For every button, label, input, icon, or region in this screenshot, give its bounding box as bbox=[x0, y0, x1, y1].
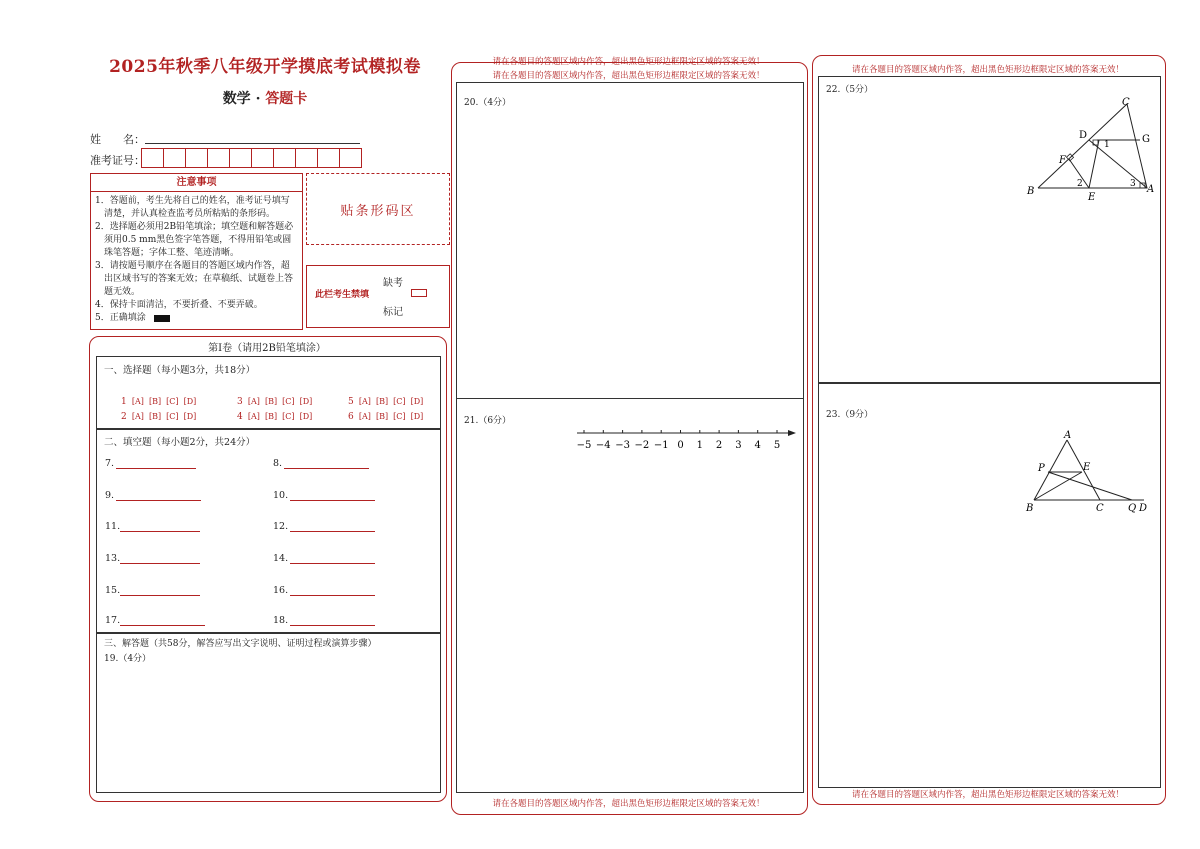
figure-23 bbox=[1024, 428, 1159, 518]
fill-number: 10. bbox=[273, 490, 289, 501]
id-digit-box[interactable] bbox=[208, 148, 230, 168]
notice-item-4: 4．保持卡面清洁，不要折叠、不要弄破。 bbox=[95, 300, 263, 310]
barcode-area bbox=[306, 173, 450, 245]
fill-answer-line[interactable] bbox=[116, 490, 201, 501]
warning-top: 请在各题目的答题区域内作答，超出黑色矩形边框限定区域的答案无效！ bbox=[492, 71, 765, 81]
triangle-abc bbox=[1038, 104, 1147, 188]
question-21-label: 21.（6分） bbox=[464, 416, 512, 426]
label-d: D bbox=[1139, 503, 1148, 514]
label-p: P bbox=[1038, 463, 1045, 474]
absent-restricted-label: 此栏考生禁填 bbox=[315, 290, 370, 300]
mc-number: 1 bbox=[121, 397, 127, 407]
fill-answer-line[interactable] bbox=[120, 615, 205, 626]
label-a: A bbox=[1064, 430, 1072, 441]
label-c: C bbox=[1096, 503, 1104, 514]
label-e: E bbox=[1083, 462, 1091, 473]
subject-line bbox=[90, 88, 440, 108]
fill-number: 14. bbox=[273, 553, 289, 564]
fill-answer-line[interactable] bbox=[284, 458, 369, 469]
fill-answer-line[interactable] bbox=[290, 490, 375, 501]
notice-title: 注意事项 bbox=[91, 174, 302, 192]
question-23-label: 23.（9分） bbox=[826, 410, 874, 420]
exam-id-label: 准考证号： bbox=[90, 154, 145, 167]
name-label: 姓 名： bbox=[90, 133, 145, 146]
fill-number: 18. bbox=[273, 615, 289, 626]
id-digit-box[interactable] bbox=[252, 148, 274, 168]
fill-number: 11. bbox=[105, 521, 121, 532]
absent-bubble[interactable] bbox=[411, 289, 427, 297]
notice-item-5-text: 5．正确填涂 bbox=[95, 313, 146, 323]
label-b: B bbox=[1026, 503, 1034, 514]
notice-item-1: 1．答题前，考生先将自己的姓名，准考证号填写清楚，并认真检查监考员所粘贴的条形码。 bbox=[95, 196, 290, 219]
fill-title: 二、填空题（每小题2分，共24分） bbox=[104, 437, 256, 448]
notice-item-2: 2．选择题必须用2B铅笔填涂；填空题和解答题必须用0.5 mm黑色签字笔答题，不得用铅笔或圆珠笔答题；字体工整、笔迹清晰。 bbox=[95, 222, 294, 258]
mc-title: 一、选择题（每小题3分，共18分） bbox=[104, 365, 256, 376]
option-b[interactable]: [B] bbox=[148, 397, 162, 406]
fill-answer-line[interactable] bbox=[120, 521, 200, 532]
label-f: F bbox=[1059, 155, 1066, 166]
mc-number: 4 bbox=[237, 412, 243, 422]
question-22-label: 22.（5分） bbox=[826, 85, 874, 95]
number-line-label: −3 bbox=[615, 440, 630, 451]
id-digit-box[interactable] bbox=[141, 148, 164, 168]
number-line-label: 2 bbox=[715, 440, 723, 451]
id-digit-box[interactable] bbox=[164, 148, 186, 168]
option-c[interactable]: [C] bbox=[393, 397, 406, 406]
question-22-area[interactable] bbox=[818, 76, 1161, 384]
fill-number: 17. bbox=[105, 615, 121, 626]
id-digit-box[interactable] bbox=[230, 148, 252, 168]
notice-item-5 bbox=[95, 312, 298, 325]
option-d[interactable]: [D] bbox=[183, 412, 197, 421]
label-e: E bbox=[1088, 192, 1096, 203]
option-d[interactable]: [D] bbox=[299, 412, 313, 421]
mc-number: 3 bbox=[237, 397, 243, 407]
warning-bottom-right: 请在各题目的答题区域内作答，超出黑色矩形边框限定区域的答案无效！ bbox=[851, 790, 1124, 800]
fill-answer-line[interactable] bbox=[290, 553, 375, 564]
fill-answer-line[interactable] bbox=[116, 458, 196, 469]
solve-block[interactable] bbox=[96, 632, 441, 793]
fill-answer-line[interactable] bbox=[120, 553, 200, 564]
option-a[interactable]: [A] bbox=[131, 397, 144, 406]
warning-top-outer: 请在各题目的答题区域内作答，超出黑色矩形边框限定区域的答案无效！ bbox=[492, 57, 765, 67]
option-a[interactable]: [A] bbox=[358, 397, 371, 406]
option-c[interactable]: [C] bbox=[282, 412, 295, 421]
fill-number: 9. bbox=[105, 490, 115, 501]
absent-label-top: 缺考 bbox=[383, 278, 403, 289]
filled-bubble-sample bbox=[154, 315, 170, 322]
option-b[interactable]: [B] bbox=[148, 412, 162, 421]
option-c[interactable]: [C] bbox=[166, 412, 179, 421]
id-digit-box[interactable] bbox=[296, 148, 318, 168]
fill-number: 16. bbox=[273, 585, 289, 596]
label-c: C bbox=[1122, 97, 1130, 108]
label-a: A bbox=[1147, 184, 1155, 195]
option-b[interactable]: [B] bbox=[375, 412, 389, 421]
number-line-label: 3 bbox=[735, 440, 742, 451]
question-21-area[interactable] bbox=[456, 398, 804, 793]
section-one-title: 第Ⅰ卷（请用2B铅笔填涂） bbox=[208, 343, 326, 354]
fill-answer-line[interactable] bbox=[290, 615, 375, 626]
segment-pq bbox=[1048, 472, 1132, 500]
mc-number: 2 bbox=[121, 412, 127, 422]
notice-item-3: 3．请按题号顺序在各题目的答题区域内作答，超出区域书写的答案无效；在草稿纸、试题卷上答题无效。 bbox=[95, 261, 294, 297]
label-q: Q bbox=[1128, 503, 1137, 514]
option-d[interactable]: [D] bbox=[299, 397, 313, 406]
option-a[interactable]: [A] bbox=[358, 412, 371, 421]
option-d[interactable]: [D] bbox=[410, 412, 424, 421]
mc-question-2 bbox=[121, 404, 196, 423]
id-digit-box[interactable] bbox=[340, 148, 362, 168]
number-line-label: 0 bbox=[677, 440, 684, 451]
label-2: 2 bbox=[1077, 179, 1083, 189]
id-digit-box[interactable] bbox=[318, 148, 340, 168]
label-d: D bbox=[1079, 130, 1088, 141]
number-line-label: −5 bbox=[576, 440, 592, 451]
option-b[interactable]: [B] bbox=[375, 397, 389, 406]
label-b: B bbox=[1027, 186, 1035, 197]
number-line-label: 1 bbox=[696, 440, 703, 451]
option-a[interactable]: [A] bbox=[131, 412, 144, 421]
fill-answer-line[interactable] bbox=[290, 521, 375, 532]
number-line-label: −1 bbox=[653, 440, 669, 451]
notice-box bbox=[90, 173, 303, 330]
fill-number: 7. bbox=[105, 458, 115, 469]
option-c[interactable]: [C] bbox=[393, 412, 406, 421]
answer-card-label: 答题卡 bbox=[265, 91, 308, 107]
label-3: 3 bbox=[1130, 179, 1136, 189]
option-d[interactable]: [D] bbox=[183, 397, 197, 406]
exam-id-boxes[interactable] bbox=[141, 148, 362, 168]
warning-top-right: 请在各题目的答题区域内作答，超出黑色矩形边框限定区域的答案无效！ bbox=[851, 65, 1124, 75]
warning-bottom: 请在各题目的答题区域内作答，超出黑色矩形边框限定区域的答案无效！ bbox=[492, 799, 765, 809]
number-line-label: −4 bbox=[595, 440, 611, 451]
number-line bbox=[572, 424, 802, 454]
mc-number: 6 bbox=[348, 412, 354, 422]
id-digit-box[interactable] bbox=[274, 148, 296, 168]
separator-dot: · bbox=[255, 91, 261, 107]
fill-answer-line[interactable] bbox=[120, 585, 200, 596]
absent-label-bottom: 标记 bbox=[383, 307, 403, 318]
subject-label: 数学 bbox=[222, 91, 251, 107]
question-23-area[interactable] bbox=[818, 382, 1161, 788]
option-d[interactable]: [D] bbox=[410, 397, 424, 406]
page-title: 2025年秋季八年级开学摸底考试模拟卷 bbox=[109, 57, 421, 77]
option-c[interactable]: [C] bbox=[166, 397, 179, 406]
fill-answer-line[interactable] bbox=[290, 585, 375, 596]
absent-mark-box bbox=[306, 265, 450, 328]
number-line-arrow bbox=[788, 430, 796, 436]
fill-number: 13. bbox=[105, 553, 121, 564]
option-c[interactable]: [C] bbox=[282, 397, 295, 406]
number-line-label: 5 bbox=[773, 440, 781, 451]
fill-number: 12. bbox=[273, 521, 289, 532]
figure-22 bbox=[1024, 95, 1159, 205]
fill-number: 15. bbox=[105, 585, 121, 596]
fill-blank-block bbox=[96, 428, 441, 634]
number-line-label: −2 bbox=[634, 440, 650, 451]
mc-question-6 bbox=[348, 404, 423, 423]
number-line-label: 4 bbox=[754, 440, 761, 451]
option-a[interactable]: [A] bbox=[247, 412, 260, 421]
id-digit-box[interactable] bbox=[186, 148, 208, 168]
option-b[interactable]: [B] bbox=[264, 412, 278, 421]
barcode-label: 贴条形码区 bbox=[340, 203, 416, 219]
question-19-label: 19.（4分） bbox=[104, 654, 152, 664]
multiple-choice-block bbox=[96, 356, 441, 430]
question-20-label: 20.（4分） bbox=[464, 98, 512, 108]
mc-number: 5 bbox=[348, 397, 354, 407]
notice-list bbox=[91, 192, 302, 325]
option-b[interactable]: [B] bbox=[264, 397, 278, 406]
fill-number: 8. bbox=[273, 458, 283, 469]
solve-title: 三、解答题（共58分，解答应写出文字说明、证明过程或演算步骤） bbox=[104, 639, 377, 649]
question-20-area[interactable] bbox=[456, 82, 804, 399]
label-1: 1 bbox=[1104, 140, 1110, 150]
mc-question-4 bbox=[237, 404, 312, 423]
label-g: G bbox=[1142, 134, 1150, 145]
segment-ed bbox=[1089, 140, 1099, 188]
option-a[interactable]: [A] bbox=[247, 397, 260, 406]
name-field[interactable] bbox=[145, 129, 360, 144]
